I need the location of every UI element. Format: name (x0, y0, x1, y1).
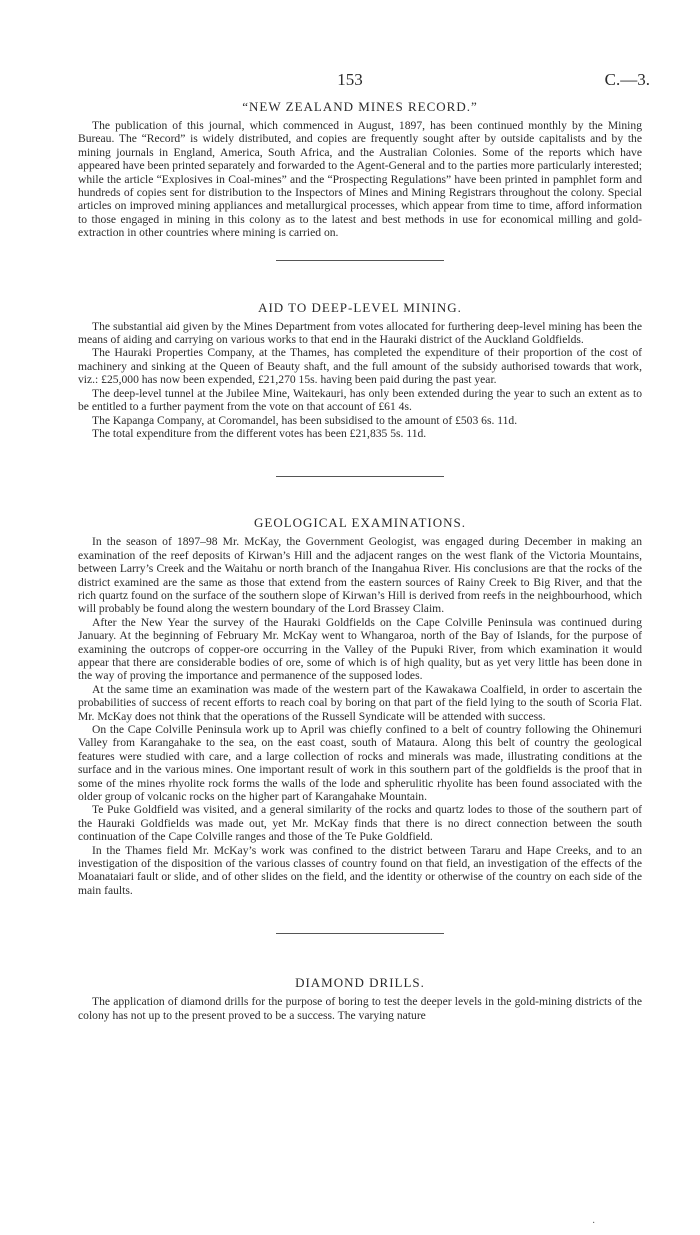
paragraph: On the Cape Colville Peninsula work up to April was chiefly confined to a belt of country following the Ohinemuri Valley from Karangahake to the sea, on the east coast, south of Mataura. Along this belt of country the geological features were studied with care, and a large collection of rocks and minerals was made, illustrating conditions at the surface and in the various mines. One important result of work in this southern part of the goldfields is the proof that in some of the mines rhyolite rock forms the walls of the lode and spherulitic rhyolite has been found associated with the older group of volcanic rocks on the higher part of Karangahake Mountain. (78, 723, 642, 804)
paragraph: The Hauraki Properties Company, at the Thames, has completed the expenditure of their proportion of the cost of machinery and sinking at the Queen of Beauty shaft, and the full amount of the subsidy authorised towards that work, viz.: £25,000 has now been expended, £21,270 15s. having been paid during the past year. (78, 346, 642, 387)
paragraph: At the same time an examination was made of the western part of the Kawakawa Coalfield, in order to ascertain the probabilities of success of recent efforts to reach coal by boring on that part of the field lying to the south of Scoria Flat. Mr. McKay does not think that the operations of the Russell Syndicate will be attended with success. (78, 682, 642, 723)
scan-mark: · (592, 1218, 596, 1229)
section-title: “NEW ZEALAND MINES RECORD.” (242, 99, 478, 114)
paragraph: The substantial aid given by the Mines Department from votes allocated for furthering deep-level mining has been the means of aiding and carrying on various works to that end in the Hauraki district of the Auckland Goldfields. (78, 319, 642, 347)
section-deep-level-mining (78, 299, 642, 441)
paragraph: After the New Year the survey of the Hauraki Goldfields on the Cape Colville Peninsula was continued during January. At the beginning of February Mr. McKay went to Whangaroa, north of the Bay of Islands, for the purpose of examining the outcrops of copper-ore occurring in the Valley of the Pupuki River, from which examination it would appear that there are considerable bodies of ore, some of which is of high quality, but as yet very little has been done in the way of proving the importance and permanence of the supposed lodes. (78, 615, 642, 683)
paragraph: The publication of this journal, which commenced in August, 1897, has been continued monthly by the Mining Bureau. The “Record” is widely distributed, and copies are frequently sought after by outside capitalists and by the mining journals in England, America, South Africa, and the Australian Colonies. Some of the reports which have appeared have been printed separately and forwarded to the Agent-General and to the parties more particularly interested; while the article “Explosives in Coal-mines” and the “Prospecting Regulations” have been printed in pamphlet form and hundreds of copies sent for distribution to the Inspectors of Mines and Mining Registrars throughout the colony. Special articles on improved mining appliances and metallurgical processes, which appear from time to time, afford information to those engaged in mining in this colony as to the latest and best methods in use for economical milling and gold-extraction in other countries where mining is carried on. (78, 119, 642, 240)
page-number: 153 (337, 70, 363, 89)
document-reference: C.—3. (604, 70, 650, 89)
section-divider (276, 260, 444, 261)
paragraph: The total expenditure from the different votes has been £21,835 5s. 11d. (92, 426, 427, 440)
page-body (78, 98, 642, 1022)
paragraph: In the Thames field Mr. McKay’s work was confined to the district between Tararu and Hape Creeks, and to an investigation of the disposition of the various classes of country found on that field, an investigation of the effects of the Moanataiari fault or slide, and of other slides on the field, and the identity or otherwise of the country on each side of the main faults. (78, 843, 642, 897)
section-geological-examinations (78, 514, 642, 897)
paragraph: Te Puke Goldfield was visited, and a general similarity of the rocks and quartz lodes to those of the southern part of the Hauraki Goldfields was made out, yet Mr. McKay finds that there is no direct connection between the south continuation of the Cape Colville ranges and those of the Te Puke Goldfield. (78, 803, 642, 844)
paragraph: The Kapanga Company, at Coromandel, has been subsidised to the amount of £503 6s. 11d. (92, 413, 518, 427)
section-divider (276, 476, 444, 477)
section-title: GEOLOGICAL EXAMINATIONS. (254, 515, 466, 531)
section-title: DIAMOND DRILLS. (295, 975, 425, 991)
section-divider (276, 933, 444, 934)
section-diamond-drills (78, 974, 642, 1022)
page-header (0, 70, 700, 94)
section-title: AID TO DEEP-LEVEL MINING. (258, 299, 462, 315)
paragraph: The deep-level tunnel at the Jubilee Mine, Waitekauri, has only been extended during the year to such an extent as to be entitled to a further payment from the vote on that account of £61 4s. (78, 386, 642, 414)
paragraph: In the season of 1897–98 Mr. McKay, the Government Geologist, was engaged during December in making an examination of the reef deposits of Kirwan’s Hill and the adjacent ranges on the west flank of the Victoria Mountains, between Larry’s Creek and the Waitahu or north branch of the Inangahua River. His conclusions are that the rocks of the district examined are the same as those that extend from the eastern sources of Rainy Creek to Big River, and that the rich quartz found on the surface of the southern slope of Kirwan’s Hill is derived from reefs in the neighbourhood, which will probably be found along the western boundary of the Lord Brassey Claim. (78, 535, 642, 616)
paragraph: The application of diamond drills for the purpose of boring to test the deeper levels in the gold-mining districts of the colony has not up to the present proved to be a success. The varying nature (78, 995, 642, 1022)
section-mines-record (78, 98, 642, 240)
